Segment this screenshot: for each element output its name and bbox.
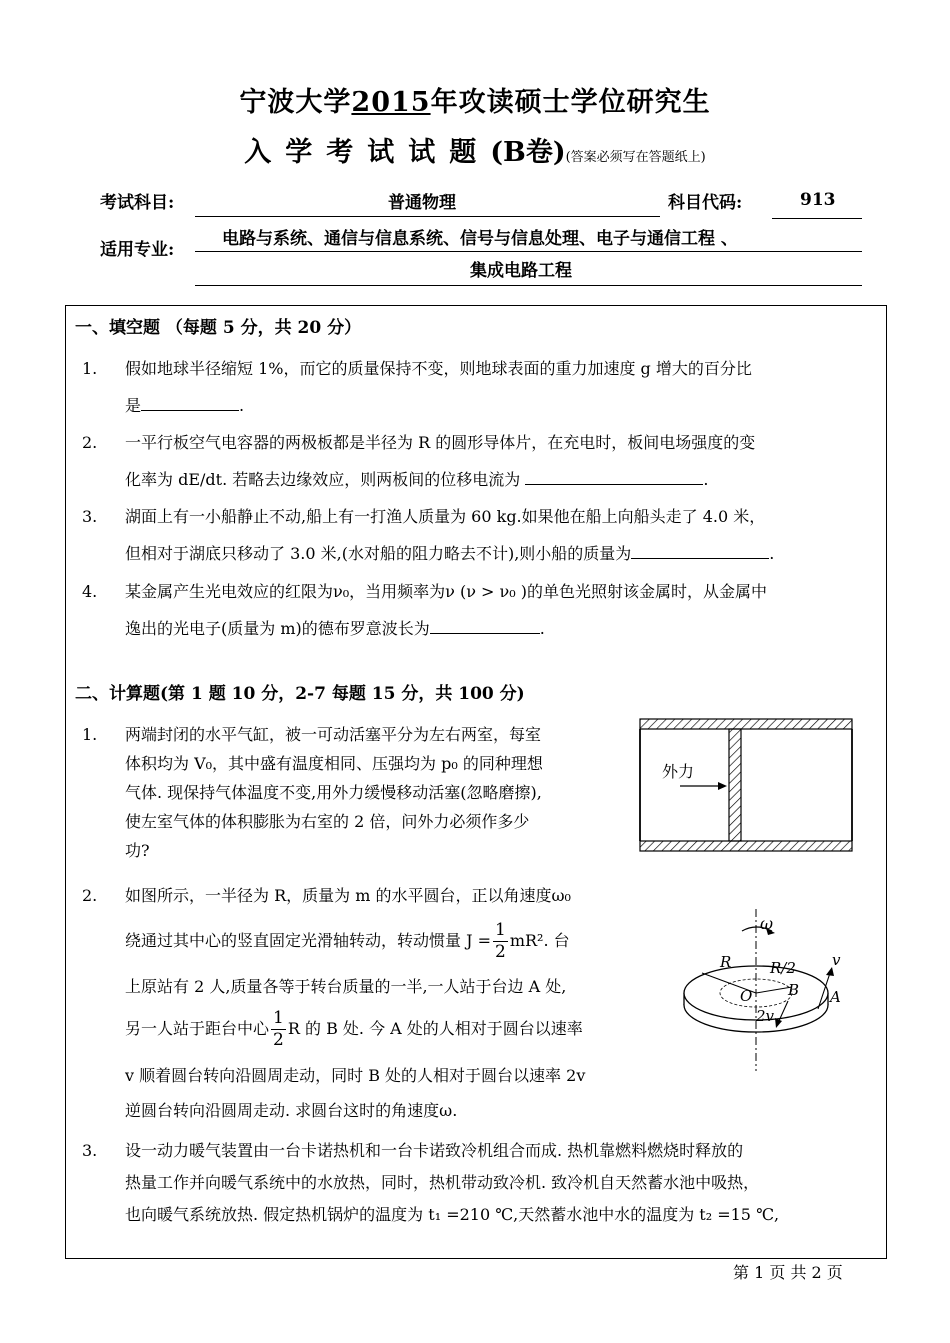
section1-title: 一、填空题 （每题 5 分，共 20 分） xyxy=(75,318,362,338)
fraction-one-half: $\frac{1}{2}$ xyxy=(495,920,506,962)
s1-q4-line1: 某金属产生光电效应的红限为ν₀，当用频率为ν (ν > ν₀ )的单色光照射该金属时，从金属中 xyxy=(125,582,767,601)
major-label: 适用专业: xyxy=(100,240,175,260)
center-label: O xyxy=(740,987,753,1005)
major-line2: 集成电路工程 xyxy=(470,261,572,281)
piston xyxy=(729,729,741,841)
answer-blank xyxy=(525,470,703,485)
major-line1: 电路与系统、通信与信息系统、信号与信息处理、电子与通信工程 、 xyxy=(222,229,738,249)
cylinder-figure xyxy=(636,715,856,857)
s2-q1-line1: 两端封闭的水平气缸，被一可动活塞平分为左右两室，每室 xyxy=(125,725,542,744)
s1-q4-line2: 逸出的光电子(质量为 m)的德布罗意波长为 . xyxy=(125,619,545,638)
section2-title: 二、计算题(第 1 题 10 分，2-7 每题 15 分，共 100 分) xyxy=(75,684,525,704)
force-label: 外力 xyxy=(662,762,695,781)
s2-q1-line3: 气体. 现保持气体温度不变,用外力缓慢移动活塞(忽略磨擦), xyxy=(125,783,542,802)
velocity-2v-label: 2v xyxy=(756,1007,775,1025)
half-radius-label: R/2 xyxy=(770,959,796,977)
answer-blank xyxy=(141,396,239,411)
s2-q2-line3: 上原站有 2 人,质量各等于转台质量的一半,一人站于台边 A 处, xyxy=(125,977,567,996)
s2-q3-line3: 也向暖气系统放热. 假定热机锅炉的温度为 t₁ =210 ℃,天然蓄水池中水的温度为 t₂ =15 ℃, xyxy=(125,1205,780,1224)
s2-q2-num: 2. xyxy=(82,886,98,905)
omega-label: ω xyxy=(760,914,774,933)
s1-q3-line1: 湖面上有一小船静止不动,船上有一打渔人质量为 60 kg.如果他在船上向船头走了 4.0 米， xyxy=(125,507,766,526)
subject-value: 普通物理 xyxy=(388,193,456,213)
cylinder-top-wall xyxy=(640,719,852,729)
code-underline xyxy=(772,218,862,219)
radius-label: R xyxy=(720,953,732,971)
force-arrowhead xyxy=(718,782,727,790)
s1-q1-line1: 假如地球半径缩短 1%，而它的质量保持不变，则地球表面的重力加速度 g 增大的百分比 xyxy=(125,359,752,378)
s2-q1-line2: 体积均为 V₀，其中盛有温度相同、压强均为 p₀ 的同种理想 xyxy=(125,754,543,773)
s2-q2-line4: 另一人站于距台中心 $\frac{1}{2}$ R 的 B 处. 今 A 处的人相对于圆台以速率 xyxy=(125,1008,583,1050)
s1-q1-num: 1. xyxy=(82,359,98,378)
s2-q2-line6: 逆圆台转向沿圆周走动. 求圆台这时的角速度ω. xyxy=(125,1101,458,1120)
s2-q2-line2: 绕通过其中心的竖直固定光滑轴转动，转动惯量 J = $\frac{1}{2}$ mR². 台 xyxy=(125,920,570,962)
s1-q4-num: 4. xyxy=(82,582,98,601)
s1-q1-line2: 是 . xyxy=(125,396,245,415)
exam-title: 宁波大学2015年攻读硕士学位研究生 xyxy=(239,87,711,118)
s2-q3-num: 3. xyxy=(82,1141,98,1160)
code-value: 913 xyxy=(800,190,836,210)
cylinder-bottom-wall xyxy=(640,841,852,851)
s1-q2-line2: 化率为 dE/dt. 若略去边缘效应，则两板间的位移电流为 . xyxy=(125,470,709,489)
point-a-label: A xyxy=(830,988,841,1006)
major-underline1 xyxy=(195,251,862,252)
s1-q2-line1: 一平行板空气电容器的两极板都是半径为 R 的圆形导体片，在充电时，板间电场强度的变 xyxy=(125,433,756,452)
velocity-v-label: v xyxy=(832,951,841,969)
fraction-one-half: $\frac{1}{2}$ xyxy=(273,1008,284,1050)
subject-label: 考试科目: xyxy=(100,193,175,213)
s2-q3-line2: 热量工作并向暖气系统中的水放热，同时，热机带动致冷机. 致冷机自天然蓄水池中吸热， xyxy=(125,1173,760,1192)
turntable-figure xyxy=(680,905,870,1075)
major-underline2 xyxy=(195,285,862,286)
code-label: 科目代码: xyxy=(668,193,743,213)
s2-q1-num: 1. xyxy=(82,725,98,744)
s2-q2-line5: v 顺着圆台转向沿圆周走动，同时 B 处的人相对于圆台以速率 2v xyxy=(125,1066,586,1085)
point-b-label: B xyxy=(788,981,800,999)
answer-blank xyxy=(430,619,540,634)
s1-q2-num: 2. xyxy=(82,433,98,452)
exam-subtitle: 入学考试试题(B卷)(答案必须写在答题纸上) xyxy=(244,137,706,168)
s2-q1-line4: 使左室气体的体积膨胀为右室的 2 倍，问外力必须作多少 xyxy=(125,812,530,831)
s2-q3-line1: 设一动力暖气装置由一台卡诺热机和一台卡诺致冷机组合而成. 热机靠燃料燃烧时释放的 xyxy=(125,1141,744,1160)
s1-q3-line2: 但相对于湖底只移动了 3.0 米,(水对船的阻力略去不计),则小船的质量为 . xyxy=(125,544,775,563)
page-number: 第 1 页 共 2 页 xyxy=(733,1263,843,1282)
s2-q2-line1: 如图所示，一半径为 R，质量为 m 的水平圆台，正以角速度ω₀ xyxy=(125,886,571,905)
subject-underline xyxy=(195,216,660,217)
s1-q3-num: 3. xyxy=(82,507,98,526)
s2-q1-line5: 功? xyxy=(125,841,150,860)
answer-blank xyxy=(631,544,769,559)
